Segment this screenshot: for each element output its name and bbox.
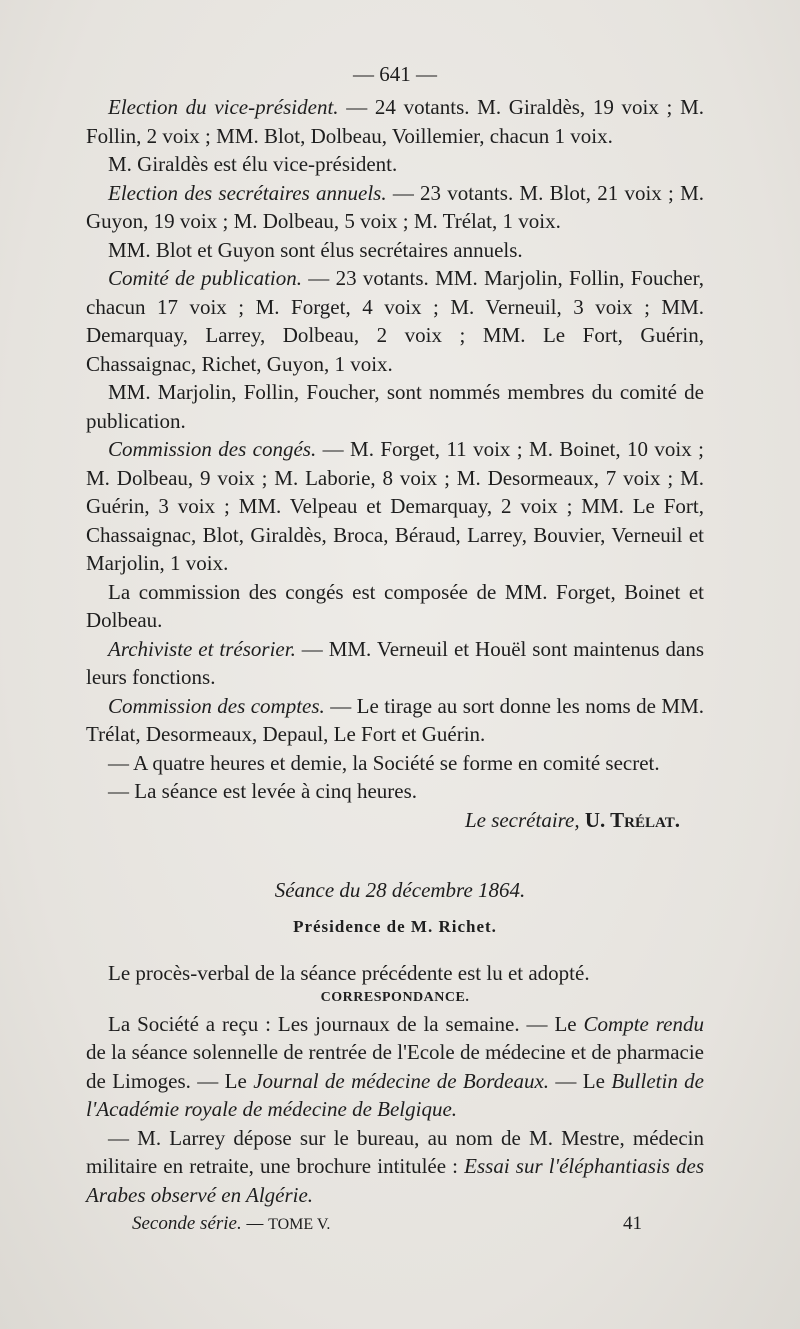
- corr-text-e: — Le: [549, 1068, 612, 1093]
- paragraph-archiviste: [86, 635, 704, 692]
- footer-series-text: Seconde série. —: [132, 1213, 264, 1234]
- signature-name: U. Trélat.: [584, 807, 680, 832]
- corr-title-compte-rendu: Compte rendu: [583, 1011, 704, 1036]
- seance-title: [96, 878, 704, 903]
- text-secretaires: — 23 votants. M. Blot, 21 voix ; M. Guyon, 19 voix ; M. Dolbeau, 5 voix ; M. Trélat, 1 voix.: [86, 180, 704, 233]
- heading-archiviste: Archiviste et trésorier.: [108, 636, 296, 661]
- seance-title-text: Séance du 28 décembre 1864.: [274, 878, 526, 902]
- signature: [86, 806, 680, 835]
- paragraph-comite-publication: [86, 264, 704, 378]
- paragraph-larrey: [86, 1124, 704, 1210]
- text-vice-president: — 24 votants. M. Giraldès, 19 voix ; M. Follin, 2 voix ; MM. Blot, Dolbeau, Voillemier, chacun 1 voix.: [86, 95, 705, 148]
- paragraph-vice-president-result: M. Giraldès est élu vice-président.: [108, 152, 398, 176]
- page-footer: [86, 1213, 704, 1235]
- text-comptes: — Le tirage au sort donne les noms de MM. Trélat, Desormeaux, Depaul, Le Fort et Guérin.: [86, 693, 704, 746]
- paragraph-secretaires-result: MM. Blot et Guyon sont élus secrétaires annuels.: [108, 237, 523, 262]
- heading-conges: Commission des congés.: [108, 437, 317, 461]
- heading-secretaires: Election des secrétaires annuels.: [108, 180, 387, 205]
- corr-title-bulletin: Bulletin de l'Académie royale de médecine de Belgique.: [86, 1068, 705, 1121]
- larrey-text: — M. Larrey dépose sur le bureau, au nom de M. Mestre, médecin militaire en retraite, une brochure intitulée :: [86, 1125, 704, 1178]
- heading-comptes: Commission des comptes.: [108, 693, 325, 718]
- corr-text-a: La Société a reçu : Les journaux de la semaine. — Le: [108, 1011, 584, 1036]
- presidence-heading: Présidence de M. Richet.: [293, 917, 497, 936]
- signature-role: Le secrétaire,: [464, 807, 580, 832]
- text-comite-publication: — 23 votants. MM. Marjolin, Follin, Foucher, chacun 17 voix ; M. Forget, 4 voix ; M. Verneuil, 3 voix ; MM. Demarquay, Larrey, Dolbeau, 2 voix ; MM. Le Fort, Guérin, Chassaignac, Richet, Guyon, 1 voix.: [86, 266, 704, 376]
- paragraph-comite-secret: — A quatre heures et demie, la Société se forme en comité secret.: [108, 750, 660, 775]
- paragraph-correspondance: [86, 1010, 704, 1124]
- paragraph-seance-levee: — La séance est levée à cinq heures.: [108, 779, 418, 803]
- paragraph-conges-result: La commission des congés est composée de MM. Forget, Boinet et Dolbeau.: [86, 579, 704, 632]
- correspondance-heading: CORRESPONDANCE.: [320, 989, 470, 1005]
- heading-vice-president: Election du vice-président.: [108, 95, 339, 119]
- footer-tome: TOME V.: [268, 1216, 331, 1233]
- larrey-book-title: Essai sur l'éléphantiasis des Arabes observé en Algérie.: [86, 1154, 705, 1207]
- text-conges: — M. Forget, 11 voix ; M. Boinet, 10 voix ; M. Dolbeau, 9 voix ; M. Laborie, 8 voix ; M. Desormeaux, 7 voix ; M. Guérin, 3 voix ; MM. Velpeau et Demarquay, 2 voix ; MM. Le Fort, Chassaignac, Blot, Giraldès, Broca, Béraud, Larrey, Bouvier, Verneuil et Marjolin, 1 voix.: [86, 437, 704, 575]
- footer-series: [132, 1213, 330, 1235]
- paragraph-comptes: [86, 692, 704, 749]
- corr-title-journal: Journal de médecine de Bordeaux.: [253, 1068, 550, 1093]
- corr-text-c: de la séance solennelle de rentrée de l'Ecole de médecine et de pharmacie de Limoges. — Le: [86, 1040, 704, 1093]
- paragraph-vice-president: [86, 93, 704, 150]
- paragraph-secretaires: [86, 179, 704, 236]
- text-archiviste: — MM. Verneuil et Houël sont maintenus dans leurs fonctions.: [86, 636, 705, 689]
- heading-comite-publication: Comité de publication.: [108, 266, 302, 290]
- page-number: — 641 —: [353, 62, 437, 86]
- paragraph-comite-result: MM. Marjolin, Follin, Foucher, sont nommés membres du comité de publication.: [86, 380, 704, 433]
- paragraph-conges: [86, 435, 704, 578]
- footer-sheet-number: 41: [623, 1213, 642, 1234]
- section-gap: [86, 834, 704, 878]
- paragraph-proces-verbal: Le procès-verbal de la séance précédente est lu et adopté.: [108, 961, 590, 985]
